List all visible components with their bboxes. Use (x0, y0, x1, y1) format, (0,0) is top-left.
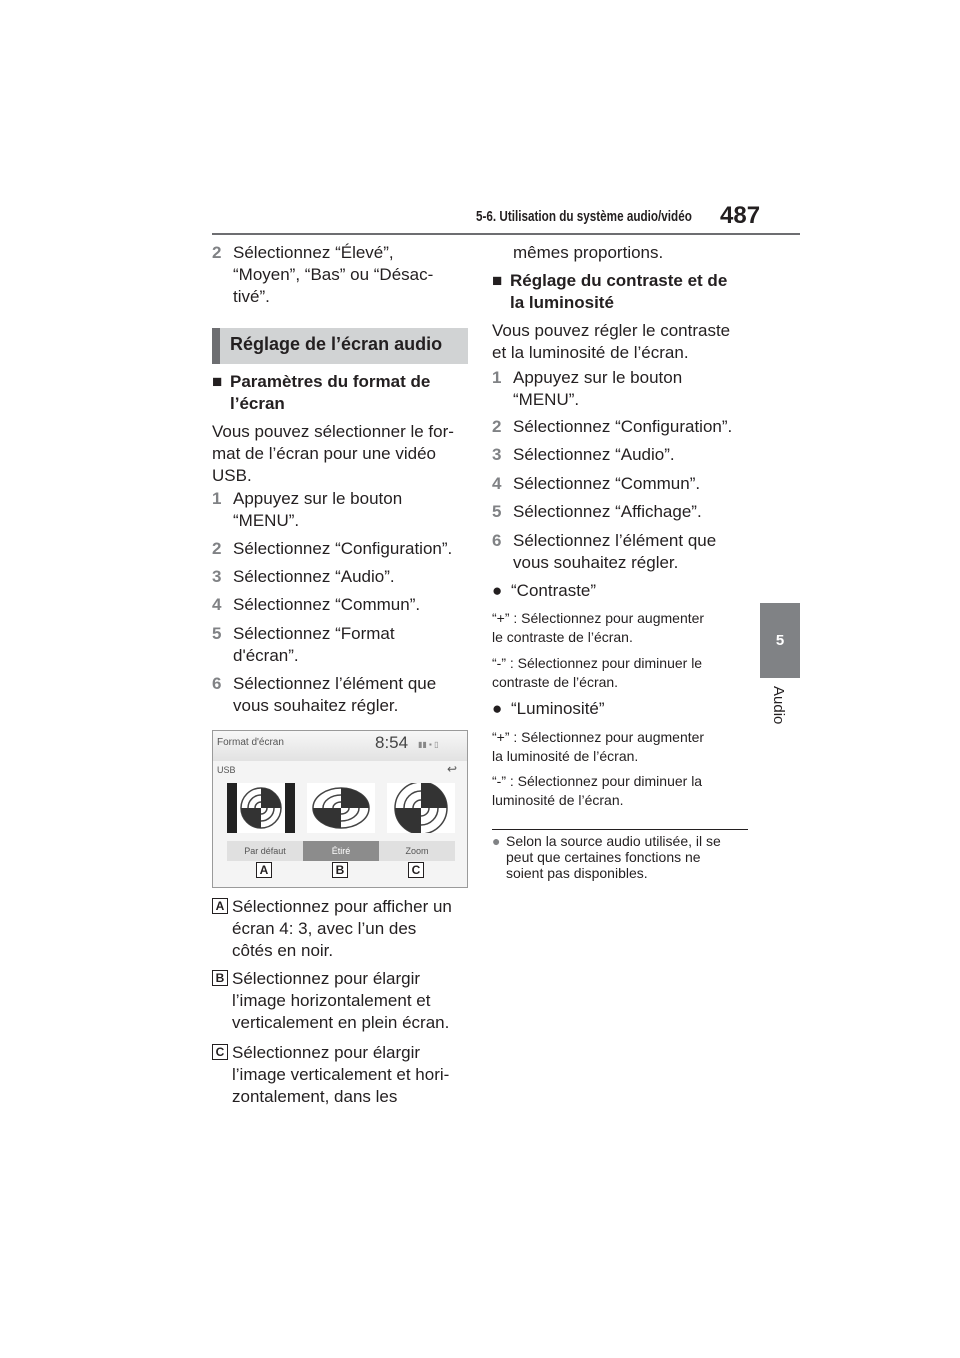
callout-b: B (332, 862, 348, 878)
screen-clock: 8:54 (375, 733, 409, 752)
note-line: peut que certaines fonctions ne (506, 849, 701, 865)
note (492, 833, 721, 881)
desc-line: “+” : Sélectionnez pour augmenter (492, 729, 705, 745)
step-text-line: d'écran”. (233, 646, 299, 665)
desc-line: “-” : Sélectionnez pour diminuer la (492, 773, 703, 789)
step-text-line: “Moyen”, “Bas” ou “Désac- (233, 265, 434, 284)
contrast-plus (492, 609, 704, 647)
step-number: 5 (212, 624, 222, 643)
step-text-line: “MENU”. (513, 390, 580, 409)
step-text-line: Sélectionnez “Commun”. (513, 474, 701, 493)
item-c-text (232, 1042, 449, 1108)
step-number: 2 (212, 243, 222, 262)
contrast-heading (492, 580, 596, 602)
item-line: écran 4: 3, avec l’un des (232, 919, 417, 938)
status-icons: ▮▮ ▪ ▯ (418, 740, 439, 749)
step-text-line: Appuyez sur le bouton (233, 489, 403, 508)
step-text-line: tivé”. (233, 287, 270, 306)
screen-title-bar (213, 731, 467, 761)
thumbnail-stretch (307, 783, 375, 833)
desc-line: le contraste de l’écran. (492, 629, 633, 645)
header-rule (212, 233, 800, 235)
page-number: 487 (720, 202, 761, 229)
step-number: 5 (492, 502, 502, 521)
step-number: 3 (212, 567, 222, 586)
chapter-label: Audio (770, 686, 787, 725)
step-number: 4 (212, 595, 222, 614)
bullet-icon: ● (492, 581, 503, 600)
step-text-line: Sélectionnez l’élément que (513, 531, 717, 550)
para-line: mat de l’écran pour une vidéo (212, 444, 436, 463)
item-line: Sélectionnez pour afficher un (232, 897, 452, 916)
brightness-heading (492, 698, 605, 720)
step-text-line: Appuyez sur le bouton (513, 368, 683, 387)
subsection-title-line: l’écran (230, 394, 285, 413)
step-text-line: vous souhaitez régler. (513, 553, 679, 572)
item-line: zontalement, dans les (232, 1087, 398, 1106)
chapter-tab[interactable]: 5 (760, 603, 800, 678)
desc-line: “-” : Sélectionnez pour diminuer le (492, 655, 703, 671)
screen-title: Format d'écran (217, 737, 284, 748)
continued-text: mêmes proportions. (513, 243, 664, 262)
para-line: USB. (212, 466, 252, 485)
item-line: Sélectionnez pour élargir (232, 969, 421, 988)
brightness-plus (492, 728, 704, 766)
item-key-b: B (212, 970, 228, 986)
desc-line: luminosité de l’écran. (492, 792, 624, 808)
brightness-minus (492, 772, 702, 810)
desc-line: contraste de l’écran. (492, 674, 619, 690)
para-line: Vous pouvez régler le contraste (492, 321, 731, 340)
note-divider (492, 829, 748, 830)
back-icon[interactable]: ↩ (447, 762, 458, 776)
step-text-line: vous souhaitez régler. (233, 696, 399, 715)
contrast-title: “Contraste” (511, 581, 597, 600)
step-text-line: Sélectionnez “Élevé”, (233, 243, 394, 262)
step-text-line: “MENU”. (233, 511, 300, 530)
item-line: Sélectionnez pour élargir (232, 1043, 421, 1062)
format-tabs (227, 841, 455, 861)
step-number: 6 (212, 674, 222, 693)
item-b-text (232, 968, 449, 1034)
step-number: 1 (492, 368, 502, 387)
step-text-line: Sélectionnez “Audio”. (513, 445, 675, 464)
item-line: côtés en noir. (232, 941, 334, 960)
thumbnail-default (227, 783, 295, 833)
step-text-line: Sélectionnez “Configuration”. (513, 417, 733, 436)
step-number: 4 (492, 474, 502, 493)
intro-paragraph (212, 421, 454, 487)
callout-a: A (256, 862, 272, 878)
step-text-line: Sélectionnez l’élément que (233, 674, 437, 693)
callout-c: C (408, 862, 424, 878)
note-line: soient pas disponibles. (506, 865, 648, 881)
step-number: 2 (212, 539, 222, 558)
step-number: 1 (212, 489, 222, 508)
note-bullet-icon: ● (492, 833, 501, 849)
step-text-line: Sélectionnez “Format (233, 624, 395, 643)
para-line: et la luminosité de l’écran. (492, 343, 689, 362)
brightness-title: “Luminosité” (511, 699, 605, 718)
subsection-title-line: la luminosité (510, 293, 614, 312)
screen-format-illustration (212, 730, 468, 888)
step-number: 6 (492, 531, 502, 550)
intro-paragraph (492, 320, 730, 364)
subsection-title-line: Réglage du contraste et de (510, 271, 728, 290)
item-a-text (232, 896, 452, 962)
subsection-title-line: Paramètres du format de (230, 372, 431, 391)
subsection-heading: ■ Paramètres du format de l’écran (212, 372, 431, 413)
item-key-a: A (212, 898, 228, 914)
step-text-line: Sélectionnez “Affichage”. (513, 502, 702, 521)
tab-default[interactable]: Par défaut (244, 846, 286, 856)
desc-line: “+” : Sélectionnez pour augmenter (492, 610, 705, 626)
bullet-icon: ● (492, 699, 503, 718)
step-text-line: Sélectionnez “Audio”. (233, 567, 395, 586)
running-header: 5-6. Utilisation du système audio/vidéo (476, 208, 692, 225)
subsection-heading: ■ Réglage du contraste et de la luminosité (492, 271, 728, 312)
step-number: 3 (492, 445, 502, 464)
item-key-c: C (212, 1044, 228, 1060)
item-line: verticalement en plein écran. (232, 1013, 450, 1032)
section-heading (212, 328, 468, 364)
para-line: Vous pouvez sélectionner le for- (212, 422, 454, 441)
note-line: Selon la source audio utilisée, il se (506, 833, 721, 849)
section-title: Réglage de l’écran audio (230, 334, 443, 354)
item-line: l’image horizontalement et (232, 991, 431, 1010)
step-text-line: Sélectionnez “Commun”. (233, 595, 421, 614)
item-line: l’image verticalement et hori- (232, 1065, 450, 1084)
step-number: 2 (492, 417, 502, 436)
tab-zoom[interactable]: Zoom (405, 846, 429, 856)
thumbnail-zoom (387, 783, 455, 833)
tab-stretch[interactable]: Étiré (303, 841, 379, 861)
contrast-minus (492, 654, 702, 692)
desc-line: la luminosité de l’écran. (492, 748, 639, 764)
step-text-line: Sélectionnez “Configuration”. (233, 539, 453, 558)
screen-source-label: USB (217, 765, 236, 775)
